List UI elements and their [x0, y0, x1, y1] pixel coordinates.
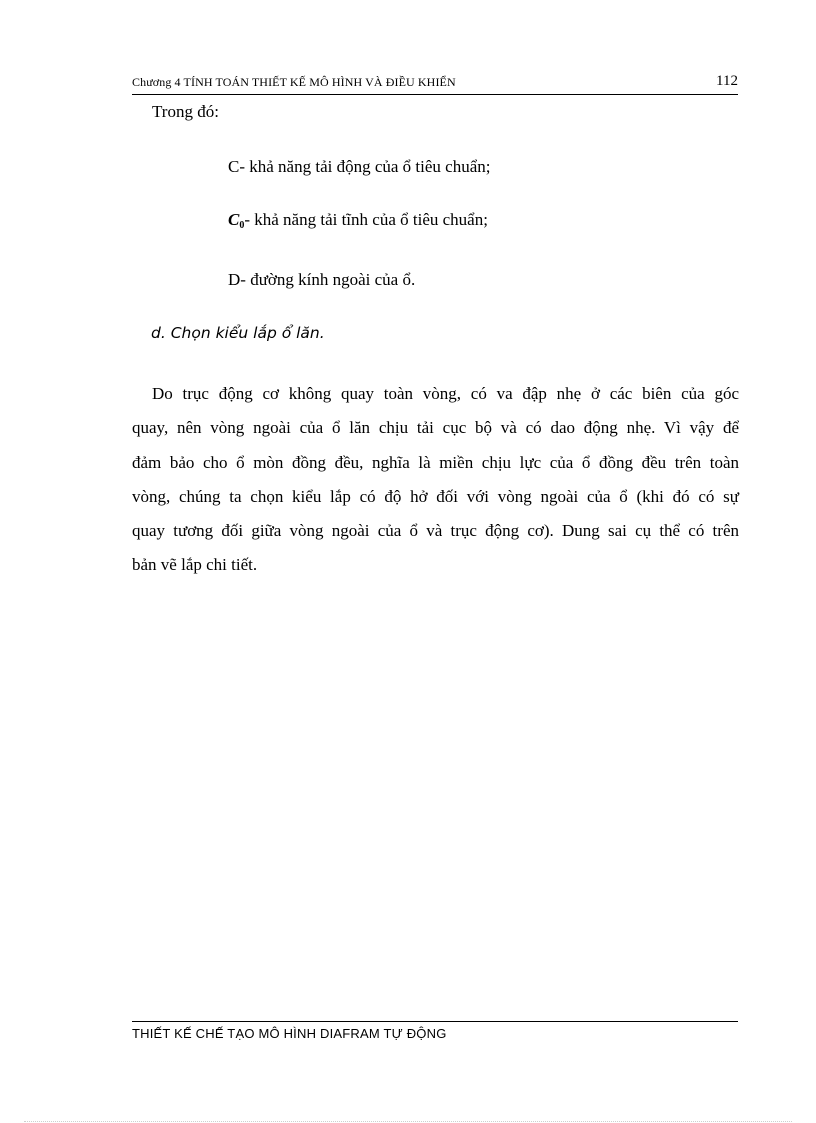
paragraph-line: quay tương đối giữa vòng ngoài của ổ và trục động cơ). Dung sai cụ thể có trên	[132, 521, 739, 541]
paragraph-line: đảm bảo cho ổ mòn đồng đều, nghĩa là miền chịu lực của ổ đồng đều trên toàn	[132, 452, 739, 472]
body-paragraph	[132, 377, 739, 583]
c0-symbol: $C_0$	[228, 210, 245, 231]
intro-text: Trong đó:	[152, 102, 219, 121]
definition-c: C- khả năng tải động của ổ tiêu chuẩn;	[228, 157, 491, 176]
paragraph-line: vòng, chúng ta chọn kiểu lắp có độ hở đối với vòng ngoài của ổ (khi đó có sự	[132, 486, 739, 506]
paragraph-line: bản vẽ lắp chi tiết.	[132, 555, 258, 575]
c0-subscript: 0	[239, 220, 245, 231]
footer-divider	[132, 1021, 738, 1022]
definition-d: D- đường kính ngoài của ổ.	[228, 270, 416, 289]
page-number: 112	[716, 73, 738, 89]
paragraph-line: quay, nên vòng ngoài của ổ lăn chịu tải cục bộ và có dao động nhẹ. Vì vậy để	[132, 418, 739, 438]
section-subheading: d. Chọn kiểu lắp ổ lăn.	[151, 324, 325, 342]
page-edge-dotted-line	[24, 1121, 792, 1122]
page-header	[132, 72, 738, 95]
definition-c0	[228, 210, 488, 231]
footer-title: THIẾT KẾ CHẾ TẠO MÔ HÌNH DIAFRAM TỰ ĐỘNG	[132, 1026, 447, 1041]
c0-text: - khả năng tải tĩnh của ổ tiêu chuẩn;	[244, 210, 488, 229]
chapter-title: Chương 4 TÍNH TOÁN THIẾT KẾ MÔ HÌNH VÀ ĐIỀU KHIỂN	[132, 75, 456, 89]
paragraph-line: Do trục động cơ không quay toàn vòng, có va đập nhẹ ở các biên của góc	[152, 384, 739, 403]
